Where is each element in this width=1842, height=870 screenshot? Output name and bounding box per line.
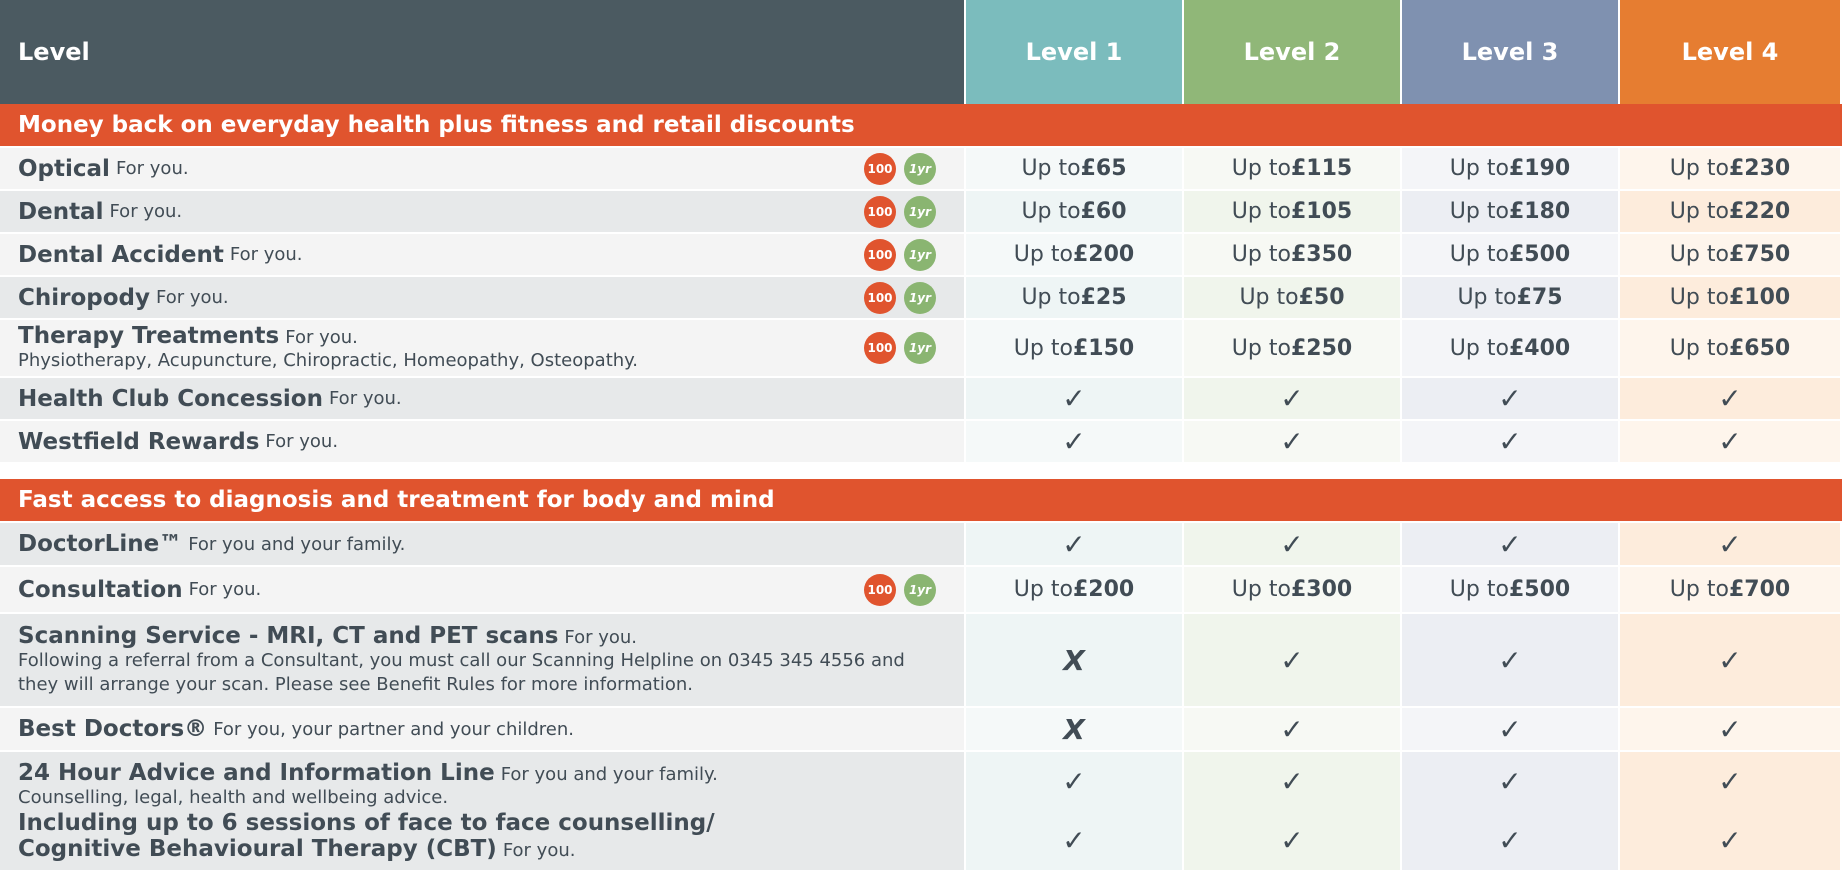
level-3-tick-icon: ✓ [1400,421,1618,462]
badge-100: 100 [864,332,896,364]
badge-100: 100 [864,239,896,271]
benefit-description: they will arrange your scan. Please see Benefit Rules for more information. [18,674,693,695]
level-4-cell [1618,752,1840,870]
benefit-title: Dental [18,198,104,225]
level-1-tick-icon: ✓ [964,523,1182,565]
badge-1yr: 1yr [904,332,936,364]
benefit-name-cell [0,567,964,612]
level-2-cell [1182,752,1400,870]
level-2-value: Up to £300 [1182,567,1400,612]
table-header [0,0,1842,104]
benefit-name-cell [0,148,964,189]
level-4-tick-icon: ✓ [1618,614,1840,706]
level-3-value: Up to £75 [1400,277,1618,318]
level-2-value: Up to £115 [1182,148,1400,189]
benefit-title: Health Club Concession [18,385,323,412]
table-row [0,708,1842,750]
level-2-value: Up to £50 [1182,277,1400,318]
badge-1yr: 1yr [904,574,936,606]
section-banner [0,104,1842,146]
level-2-tick-icon: ✓ [1280,765,1304,798]
level-4-tick-icon: ✓ [1718,765,1742,798]
benefit-title: Best Doctors® [18,716,208,742]
benefit-title: Scanning Service - MRI, CT and PET scans [18,623,559,649]
level-2-value: Up to £105 [1182,191,1400,232]
level-1-cross-icon: X [964,708,1182,750]
table-row [0,378,1842,419]
table-row [0,191,1842,232]
benefit-eligibility: For you. [285,327,358,348]
benefit-description: Physiotherapy, Acupuncture, Chiropractic, Homeopathy, Osteopathy. [18,350,638,371]
badge-1yr: 1yr [904,196,936,228]
level-2-tick-icon: ✓ [1182,523,1400,565]
badge-1yr: 1yr [904,153,936,185]
level-1-value: Up to £200 [964,567,1182,612]
benefit-eligibility: For you. [188,579,262,600]
benefit-name-cell [0,752,964,870]
level-4-tick-icon: ✓ [1618,421,1840,462]
level-2-header: Level 2 [1182,0,1400,104]
level-4-value: Up to £230 [1618,148,1840,189]
level-4-tick-icon: ✓ [1618,378,1840,419]
benefit-title: Chiropody [18,284,151,311]
level-4-value: Up to £100 [1618,277,1840,318]
level-3-header: Level 3 [1400,0,1618,104]
level-3-tick-icon: ✓ [1400,708,1618,750]
benefit-title: Dental Accident [18,241,224,268]
level-4-tick-icon: ✓ [1718,824,1742,857]
benefit-name-cell [0,378,964,419]
benefit-description: Following a referral from a Consultant, you must call our Scanning Helpline on 0345 345 4556 and [18,650,905,671]
benefit-eligibility: For you and your family. [500,764,718,785]
table-row [0,320,1842,376]
level-3-tick-icon: ✓ [1400,614,1618,706]
level-3-tick-icon: ✓ [1498,765,1522,798]
level-3-cell [1400,752,1618,870]
badge-100: 100 [864,574,896,606]
level-4-value: Up to £750 [1618,234,1840,275]
benefit-name-cell [0,614,964,706]
level-3-value: Up to £190 [1400,148,1618,189]
level-3-value: Up to £500 [1400,567,1618,612]
level-2-tick-icon: ✓ [1182,378,1400,419]
benefit-name-cell [0,708,964,750]
level-2-tick-icon: ✓ [1182,708,1400,750]
level-4-tick-icon: ✓ [1618,523,1840,565]
benefit-eligibility: For you. [115,158,189,179]
badges [864,574,936,606]
benefit-name-cell [0,234,964,275]
level-3-tick-icon: ✓ [1400,378,1618,419]
level-1-value: Up to £25 [964,277,1182,318]
badge-100: 100 [864,282,896,314]
badges [864,332,936,364]
benefit-name-cell [0,277,964,318]
table-row [0,421,1842,462]
benefit-name-cell [0,421,964,462]
section-title: Fast access to diagnosis and treatment for body and mind [18,487,775,513]
benefit-title: DoctorLine™ [18,531,183,557]
level-1-cross-icon: X [964,614,1182,706]
level-3-value: Up to £500 [1400,234,1618,275]
benefit-name-cell [0,320,964,376]
level-4-value: Up to £650 [1618,320,1840,376]
benefit-eligibility: For you. [229,244,303,265]
level-1-cell [964,752,1182,870]
benefit-title-3: Cognitive Behavioural Therapy (CBT) [18,836,497,862]
badge-1yr: 1yr [904,282,936,314]
level-1-header: Level 1 [964,0,1182,104]
table-row [0,277,1842,318]
benefit-title: 24 Hour Advice and Information Line [18,760,495,786]
table-row [0,752,1842,870]
benefit-title: Consultation [18,576,183,603]
level-column-header: Level [0,0,964,104]
level-2-tick-icon: ✓ [1280,824,1304,857]
benefit-eligibility: For you and your family. [188,533,406,555]
benefit-name-cell [0,523,964,565]
level-1-value: Up to £65 [964,148,1182,189]
badges [864,196,936,228]
level-1-tick-icon: ✓ [1062,824,1086,857]
level-4-value: Up to £700 [1618,567,1840,612]
benefit-eligibility: For you. [564,627,638,648]
level-2-tick-icon: ✓ [1182,421,1400,462]
level-2-value: Up to £350 [1182,234,1400,275]
level-3-value: Up to £400 [1400,320,1618,376]
benefit-eligibility: For you. [156,287,229,308]
level-1-tick-icon: ✓ [964,421,1182,462]
level-4-value: Up to £220 [1618,191,1840,232]
section-banner [0,479,1842,521]
level-2-tick-icon: ✓ [1182,614,1400,706]
level-2-value: Up to £250 [1182,320,1400,376]
level-1-value: Up to £60 [964,191,1182,232]
badges [864,282,936,314]
badges [864,239,936,271]
level-1-tick-icon: ✓ [1062,765,1086,798]
level-1-tick-icon: ✓ [964,378,1182,419]
benefit-name-cell [0,191,964,232]
benefit-title-2: Including up to 6 sessions of face to face counselling/ [18,810,715,836]
level-3-tick-icon: ✓ [1498,824,1522,857]
level-3-value: Up to £180 [1400,191,1618,232]
table-row [0,614,1842,706]
level-1-value: Up to £200 [964,234,1182,275]
benefit-eligibility: For you. [328,388,402,409]
table-row [0,567,1842,612]
benefit-description: Counselling, legal, health and wellbeing advice. [18,787,449,808]
badge-100: 100 [864,196,896,228]
badge-100: 100 [864,153,896,185]
benefit-eligibility: For you. [109,201,183,222]
level-1-value: Up to £150 [964,320,1182,376]
level-4-header: Level 4 [1618,0,1840,104]
badge-1yr: 1yr [904,239,936,271]
badges [864,153,936,185]
level-4-tick-icon: ✓ [1618,708,1840,750]
table-row [0,523,1842,565]
benefit-title: Westfield Rewards [18,428,260,455]
table-row [0,234,1842,275]
benefit-title: Optical [18,155,110,182]
table-row [0,148,1842,189]
section-title: Money back on everyday health plus fitness and retail discounts [18,112,855,138]
level-3-tick-icon: ✓ [1400,523,1618,565]
benefit-title: Therapy Treatments [18,323,280,349]
benefit-eligibility: For you. [265,431,339,452]
benefit-eligibility: For you, your partner and your children. [213,718,574,740]
benefit-eligibility-2: For you. [502,840,576,861]
